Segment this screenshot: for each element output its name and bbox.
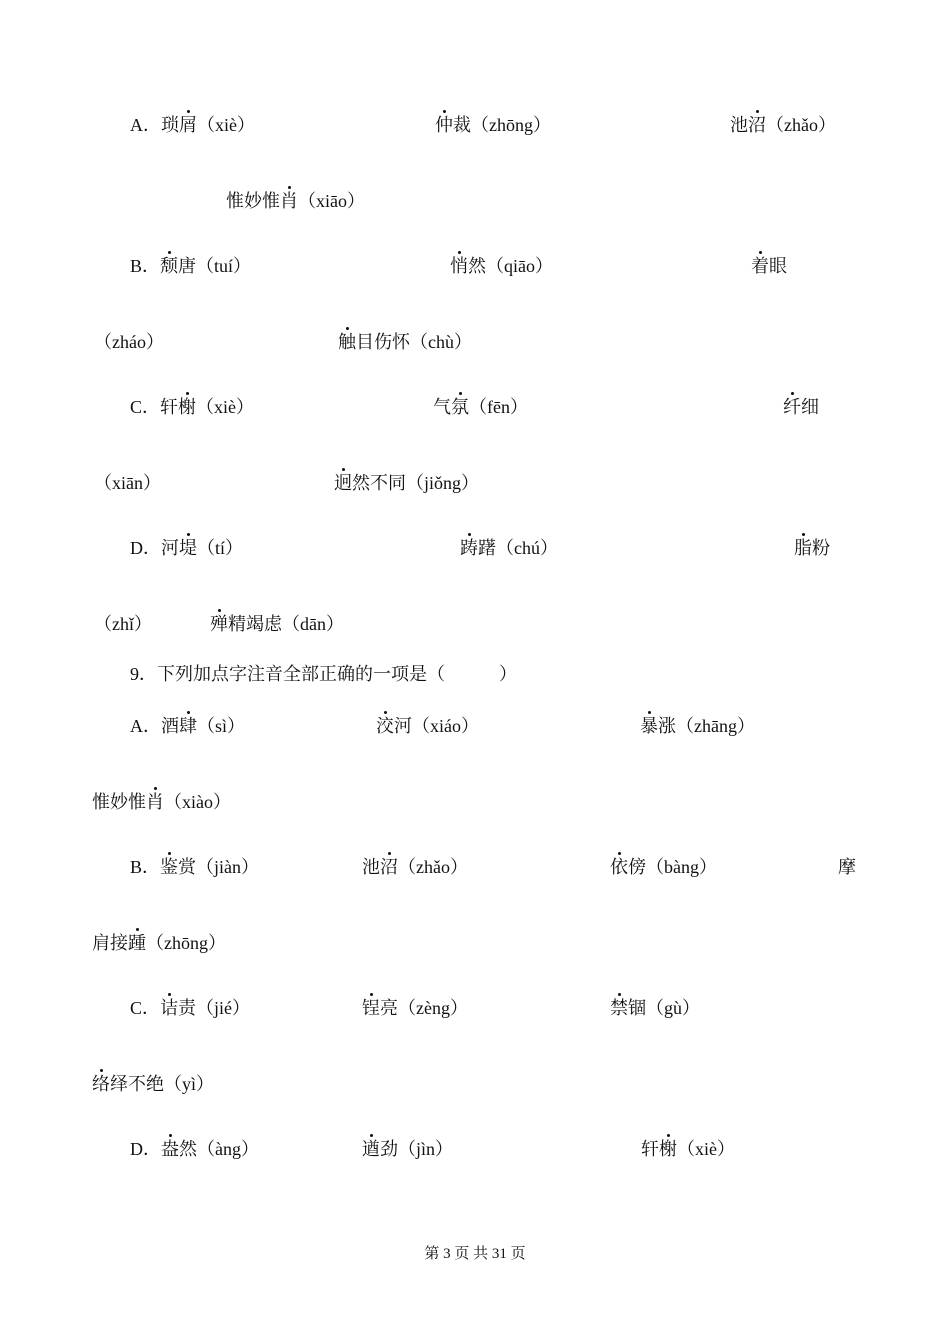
q9-c-item-4: 络绎不绝（yì） [92, 1074, 215, 1094]
q8-a-item-2: 仲裁（zhōng） [435, 115, 551, 135]
q8-c-item-2: 气氛（fēn） [433, 397, 528, 417]
option-label: A． [130, 716, 161, 736]
option-label: B． [130, 256, 161, 276]
q8-b-item-3-pinyin: （zháo） [94, 332, 164, 352]
q9-option-a: A．酒肆（sì） [130, 716, 246, 736]
q8-c-item-3-word: 纤细 [783, 397, 819, 417]
option-label: A． [130, 115, 161, 135]
q9-b-item-4: 肩接踵（zhōng） [92, 933, 226, 953]
emphasis-char: 着 [751, 256, 769, 276]
emphasis-char: 遒 [362, 1139, 380, 1159]
emphasis-char: 肖 [280, 191, 298, 211]
emphasis-char: 悄 [450, 256, 468, 276]
option-label: C． [130, 397, 161, 417]
q8-b-item-4: 触目伤怀（chù） [338, 332, 472, 352]
emphasis-char: 诘 [160, 998, 179, 1018]
q8-c-item-4: 迥然不同（jiǒng） [334, 473, 480, 493]
q9-c-item-2: 锃亮（zèng） [362, 998, 468, 1018]
q8-option-c: C．轩榭（xiè） [130, 397, 255, 417]
emphasis-char: 纤 [783, 397, 801, 417]
emphasis-char: 依 [610, 857, 628, 877]
emphasis-char: 触 [338, 332, 356, 352]
emphasis-char: 络 [92, 1074, 110, 1094]
q9-b-item-2: 池沼（zhǎo） [362, 857, 468, 877]
q8-a-item-4: 惟妙惟肖（xiāo） [226, 191, 365, 211]
option-label: D． [130, 538, 161, 558]
q9-a-item-4: 惟妙惟肖（xiào） [92, 792, 231, 812]
emphasis-char: 殚 [210, 614, 228, 634]
q8-c-item-3-pinyin: （xiān） [94, 473, 161, 493]
emphasis-char: 堤 [179, 538, 197, 558]
page-footer: 第 3 页 共 31 页 [424, 1246, 526, 1262]
emphasis-char: 沼 [380, 857, 398, 877]
emphasis-char: 肖 [146, 792, 164, 812]
emphasis-char: 屑 [179, 115, 197, 135]
option-label: C． [130, 998, 161, 1018]
emphasis-char: 锃 [362, 998, 380, 1018]
q9-b-item-4-start: 摩 [838, 857, 856, 877]
emphasis-char: 仲 [435, 115, 453, 135]
emphasis-char: 榭 [659, 1139, 677, 1159]
q8-d-item-3-pinyin: （zhǐ） [94, 614, 152, 634]
emphasis-char: 脂 [794, 538, 812, 558]
q8-a-item-3: 池沼（zhǎo） [730, 115, 836, 135]
emphasis-char: 洨 [376, 716, 394, 736]
q9-stem: 9．下列加点字注音全部正确的一项是（ ） [130, 664, 517, 684]
q9-d-item-3: 轩榭（xiè） [641, 1139, 735, 1159]
q9-b-item-3: 依傍（bàng） [610, 857, 717, 877]
emphasis-char: 鉴 [160, 857, 179, 877]
q8-b-item-2: 悄然（qiāo） [450, 256, 553, 276]
q9-option-d: D．盎然（àng） [130, 1139, 259, 1159]
emphasis-char: 踌 [460, 538, 478, 558]
emphasis-char: 沼 [748, 115, 766, 135]
option-label: D． [130, 1139, 161, 1159]
emphasis-char: 盎 [161, 1139, 179, 1159]
emphasis-char: 踵 [128, 933, 146, 953]
emphasis-char: 氛 [451, 397, 469, 417]
q8-d-item-4: 殚精竭虑（dān） [210, 614, 344, 634]
emphasis-char: 肆 [179, 716, 197, 736]
q8-option-b: B．颓唐（tuí） [130, 256, 252, 276]
q9-a-item-3: 暴涨（zhāng） [640, 716, 755, 736]
option-label: B． [130, 857, 161, 877]
q8-b-item-3-word: 着眼 [751, 256, 787, 276]
q9-a-item-2: 洨河（xiáo） [376, 716, 479, 736]
q9-option-c: C．诘责（jié） [130, 998, 251, 1018]
q9-d-item-2: 遒劲（jìn） [362, 1139, 454, 1159]
emphasis-char: 暴 [640, 716, 658, 736]
emphasis-char: 迥 [334, 473, 352, 493]
q9-c-item-3: 禁锢（gù） [610, 998, 700, 1018]
q8-option-d: D．河堤（tí） [130, 538, 244, 558]
emphasis-char: 颓 [160, 256, 179, 276]
q8-d-item-3-word: 脂粉 [794, 538, 830, 558]
emphasis-char: 榭 [178, 397, 197, 417]
q8-option-a: A．琐屑（xiè） [130, 115, 255, 135]
q9-option-b: B．鉴赏（jiàn） [130, 857, 260, 877]
emphasis-char: 禁 [610, 998, 628, 1018]
q8-d-item-2: 踌躇（chú） [460, 538, 558, 558]
